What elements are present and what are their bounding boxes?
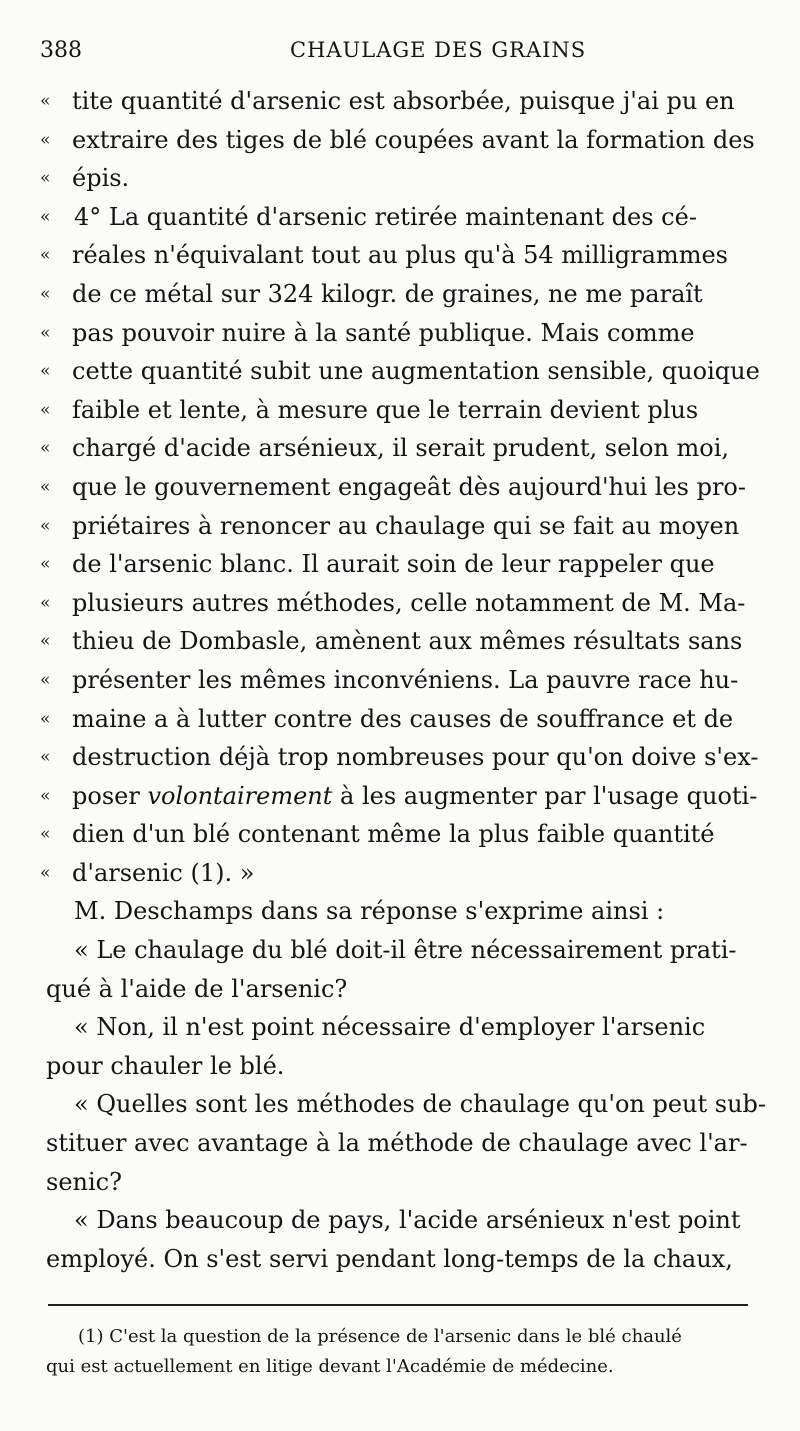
text-line — [40, 1124, 760, 1163]
text-line — [40, 1047, 760, 1086]
quote-mark: « — [40, 669, 51, 690]
line-text: « Le chaulage du blé doit-il être nécessairement prati- — [74, 936, 737, 965]
quote-mark: « — [40, 824, 51, 845]
line-text: dien d'un blé contenant même la plus faible quantité — [72, 820, 715, 849]
text-line — [40, 1201, 760, 1240]
line-text: pour chauler le blé. — [46, 1051, 285, 1080]
text-line — [40, 931, 760, 970]
quote-mark: « — [40, 91, 51, 111]
quote-mark: « — [40, 245, 51, 266]
body-text — [40, 82, 767, 1278]
text-line — [40, 121, 760, 160]
footnote-rule — [48, 1304, 748, 1306]
quote-mark: « — [40, 129, 51, 150]
text-line — [40, 1085, 767, 1124]
text-line — [40, 622, 760, 661]
quote-mark: « — [40, 322, 51, 343]
quote-mark: « — [40, 592, 51, 613]
line-text: M. Deschamps dans sa réponse s'exprime ainsi : — [74, 897, 665, 926]
page-header — [40, 38, 760, 78]
line-text — [72, 777, 757, 816]
quote-mark: « — [40, 438, 51, 459]
running-title: CHAULAGE DES GRAINS — [290, 38, 587, 62]
line-text: épis. — [72, 164, 130, 193]
line-text: tite quantité d'arsenic est absorbée, puisque j'ai pu en — [72, 87, 735, 115]
line-text: extraire des tiges de blé coupées avant la formation des — [72, 125, 755, 154]
text-line — [40, 738, 760, 777]
footnote-line: (1) C'est la question de la présence de l'arsenic dans le blé chaulé — [78, 1326, 682, 1347]
line-text-part: poser — [72, 781, 148, 810]
quote-mark: « — [40, 168, 51, 189]
line-text: qué à l'aide de l'arsenic? — [46, 974, 348, 1003]
line-text: « Quelles sont les méthodes de chaulage qu'on peut sub- — [74, 1090, 767, 1119]
text-line — [40, 1240, 760, 1279]
quote-mark: « — [40, 747, 51, 768]
footnote-line: qui est actuellement en litige devant l'Académie de médecine. — [46, 1356, 614, 1377]
text-line — [40, 892, 760, 931]
line-text: destruction déjà trop nombreuses pour qu'on doive s'ex- — [72, 743, 759, 772]
line-text: 4° La quantité d'arsenic retirée maintenant des cé- — [74, 202, 697, 231]
line-text: employé. On s'est servi pendant long-temps de la chaux, — [46, 1244, 733, 1273]
text-line — [40, 314, 760, 353]
quote-mark: « — [40, 283, 51, 304]
line-text: de l'arsenic blanc. Il aurait soin de leur rappeler que — [72, 550, 715, 579]
text-line — [40, 970, 760, 1009]
page-number: 388 — [40, 38, 82, 63]
line-text: plusieurs autres méthodes, celle notamment de M. Ma- — [72, 588, 746, 617]
line-text: pas pouvoir nuire à la santé publique. Mais comme — [72, 318, 695, 347]
text-line — [40, 661, 760, 700]
line-text: « Non, il n'est point nécessaire d'employer l'arsenic — [74, 1013, 706, 1042]
line-text: réales n'équivalant tout au plus qu'à 54 milligrammes — [72, 241, 728, 270]
text-line — [40, 545, 760, 584]
line-text: stituer avec avantage à la méthode de chaulage avec l'ar- — [46, 1129, 748, 1158]
text-line — [40, 815, 760, 854]
line-text: présenter les mêmes inconvéniens. La pauvre race hu- — [72, 665, 739, 694]
quote-mark: « — [40, 708, 51, 729]
text-line — [40, 584, 760, 623]
quote-mark: « — [40, 515, 51, 536]
text-line — [40, 1008, 760, 1047]
quote-mark: « — [40, 554, 51, 575]
text-line — [40, 198, 760, 237]
line-text: de ce métal sur 324 kilogr. de graines, ne me paraît — [72, 279, 703, 308]
line-text: thieu de Dombasle, amènent aux mêmes résultats sans — [72, 627, 743, 656]
line-text: maine a à lutter contre des causes de souffrance et de — [72, 704, 734, 733]
text-line — [40, 391, 760, 430]
quote-mark: « — [40, 862, 51, 883]
line-text: priétaires à renoncer au chaulage qui se fait au moyen — [72, 511, 740, 540]
text-line — [40, 352, 760, 391]
emphasized-word: volontairement — [147, 781, 333, 810]
text-line — [40, 82, 760, 121]
line-text-part: à les augmenter par l'usage quoti- — [332, 781, 758, 810]
quote-mark: « — [40, 476, 51, 497]
quote-mark: « — [40, 631, 51, 652]
text-line — [40, 700, 760, 739]
quote-mark: « — [40, 206, 51, 227]
line-text: « Dans beaucoup de pays, l'acide arsénieux n'est point — [74, 1206, 741, 1235]
text-line — [40, 1163, 760, 1202]
quote-mark: « — [40, 361, 51, 382]
footnote — [40, 1322, 760, 1382]
quote-mark: « — [40, 399, 51, 420]
line-text: que le gouvernement engageât dès aujourd'hui les pro- — [72, 472, 746, 501]
text-line — [40, 159, 760, 198]
text-line — [40, 275, 760, 314]
text-line — [40, 854, 760, 893]
line-text: d'arsenic (1). » — [72, 858, 255, 887]
line-text: cette quantité subit une augmentation sensible, quoique — [72, 357, 760, 386]
line-text: chargé d'acide arsénieux, il serait prudent, selon moi, — [72, 434, 730, 463]
line-text: senic? — [46, 1167, 122, 1196]
line-text: faible et lente, à mesure que le terrain devient plus — [72, 395, 699, 424]
text-line — [40, 468, 760, 507]
text-line — [40, 507, 760, 546]
quote-mark: « — [40, 785, 51, 806]
text-line — [40, 777, 760, 816]
text-line — [40, 429, 760, 468]
text-line — [40, 236, 760, 275]
